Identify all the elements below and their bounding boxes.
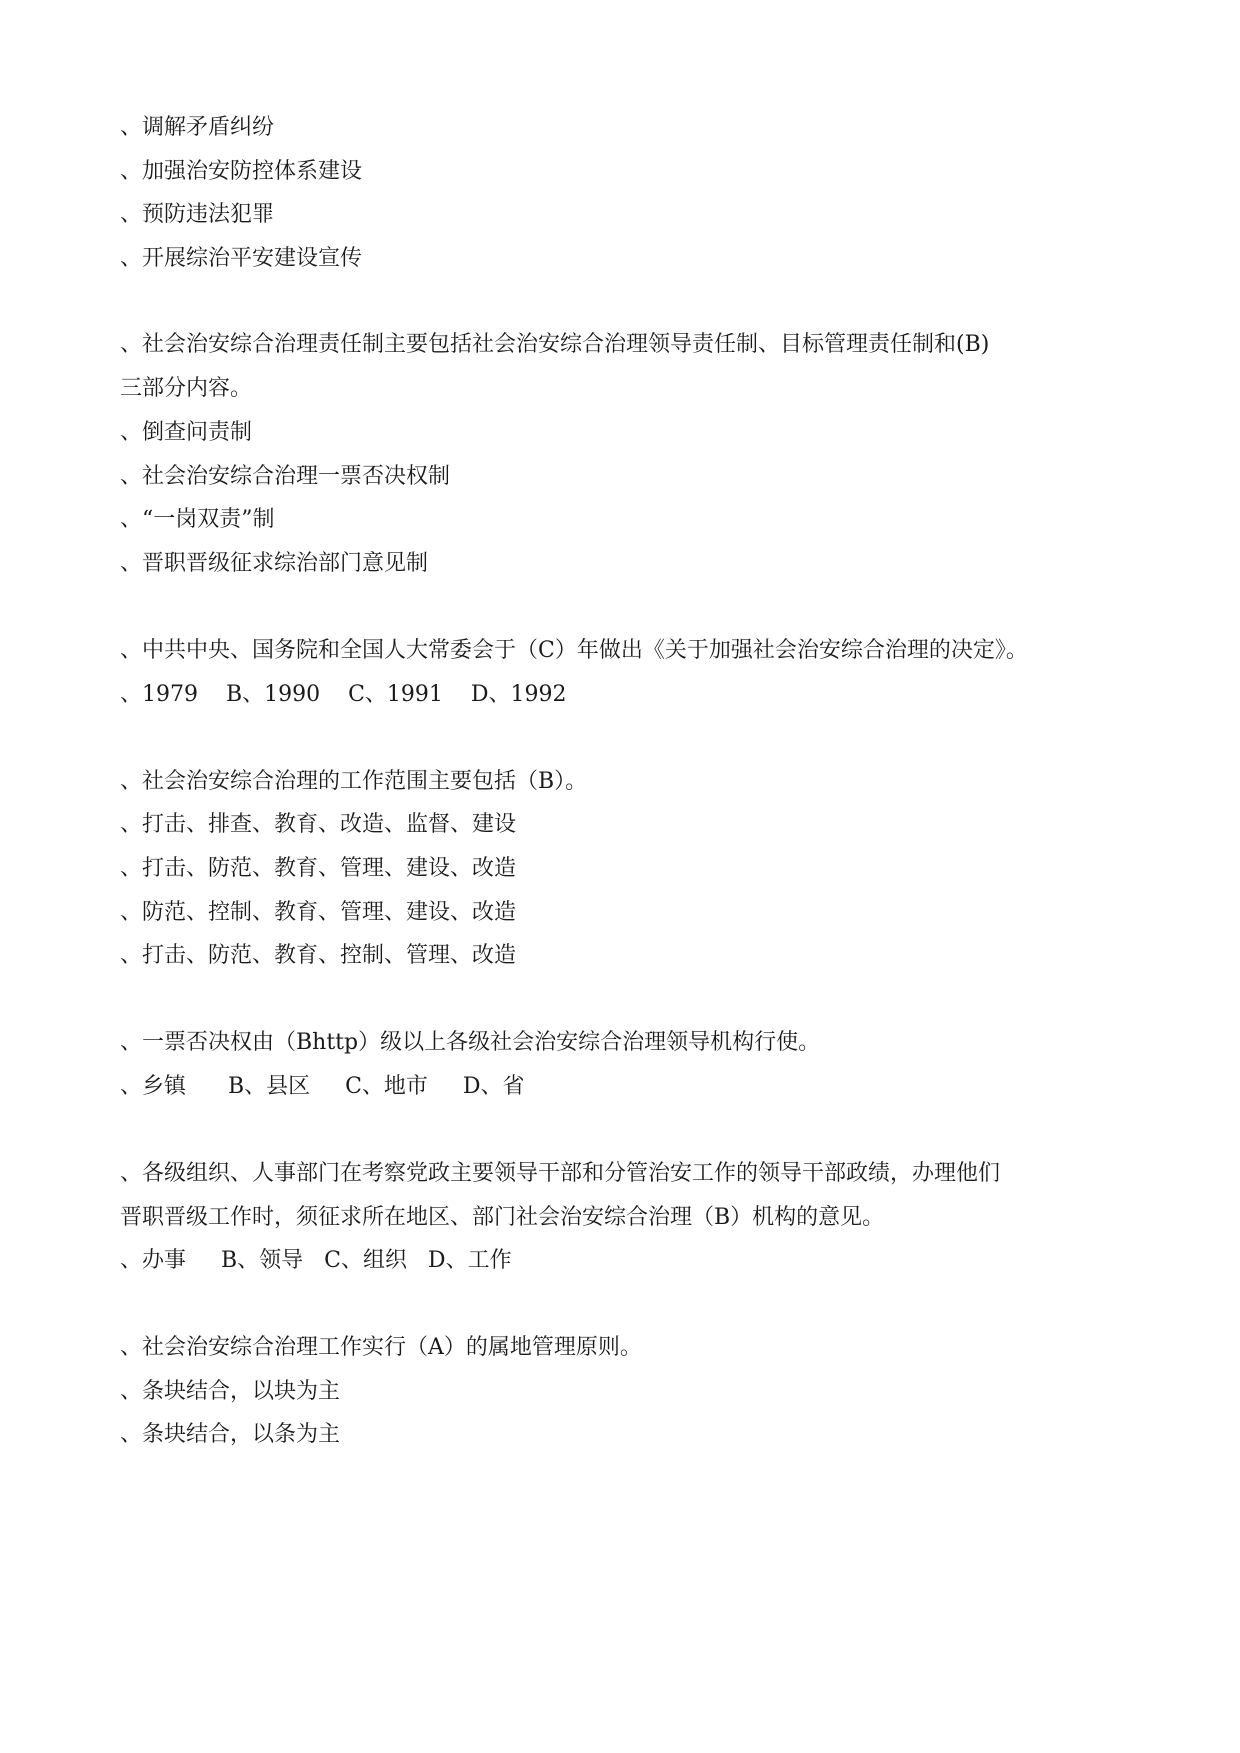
question-line: 、一票否决权由（Bhttp）级以上各级社会治安综合治理领导机构行使。 — [120, 1030, 821, 1055]
question-line: 、社会治安综合治理工作实行（A）的属地管理原则。 — [120, 1335, 642, 1360]
option-line: 、打击、防范、教育、控制、管理、改造 — [120, 943, 517, 968]
option-line: 、条块结合，以条为主 — [120, 1422, 341, 1447]
option-line: 、晋职晋级征求综治部门意见制 — [120, 551, 429, 576]
option-line: 、1979 B、1990 C、1991 D、1992 — [120, 682, 567, 707]
option-line: 、打击、排查、教育、改造、监督、建设 — [120, 812, 517, 837]
question-line: 、社会治安综合治理责任制主要包括社会治安综合治理领导责任制、目标管理责任制和(B) — [120, 332, 990, 357]
question-line: 、中共中央、国务院和全国人大常委会于（C）年做出《关于加强社会治安综合治理的决定》。 — [120, 638, 1028, 663]
option-line: 、条块结合，以块为主 — [120, 1379, 341, 1404]
option-line: 、防范、控制、教育、管理、建设、改造 — [120, 900, 517, 925]
option-line: 、预防违法犯罪 — [120, 202, 275, 227]
option-line: 、打击、防范、教育、管理、建设、改造 — [120, 856, 517, 881]
option-line: 、乡镇 B、县区 C、地市 D、省 — [120, 1074, 525, 1099]
question-line: 晋职晋级工作时，须征求所在地区、部门社会治安综合治理（B）机构的意见。 — [120, 1205, 885, 1230]
question-line: 、各级组织、人事部门在考察党政主要领导干部和分管治安工作的领导干部政绩，办理他们 — [120, 1161, 1001, 1186]
question-line: 、社会治安综合治理的工作范围主要包括（B）。 — [120, 769, 588, 794]
option-line: 、调解矛盾纠纷 — [120, 115, 275, 140]
option-line: 、办事 B、领导 C、组织 D、工作 — [120, 1248, 512, 1273]
option-line: 、开展综治平安建设宣传 — [120, 246, 363, 271]
option-line: 、社会治安综合治理一票否决权制 — [120, 464, 451, 489]
option-line: 、倒查问责制 — [120, 420, 253, 445]
question-line: 三部分内容。 — [120, 376, 253, 401]
option-line: 、加强治安防控体系建设 — [120, 159, 363, 184]
option-line: 、“一岗双责”制 — [120, 507, 275, 532]
